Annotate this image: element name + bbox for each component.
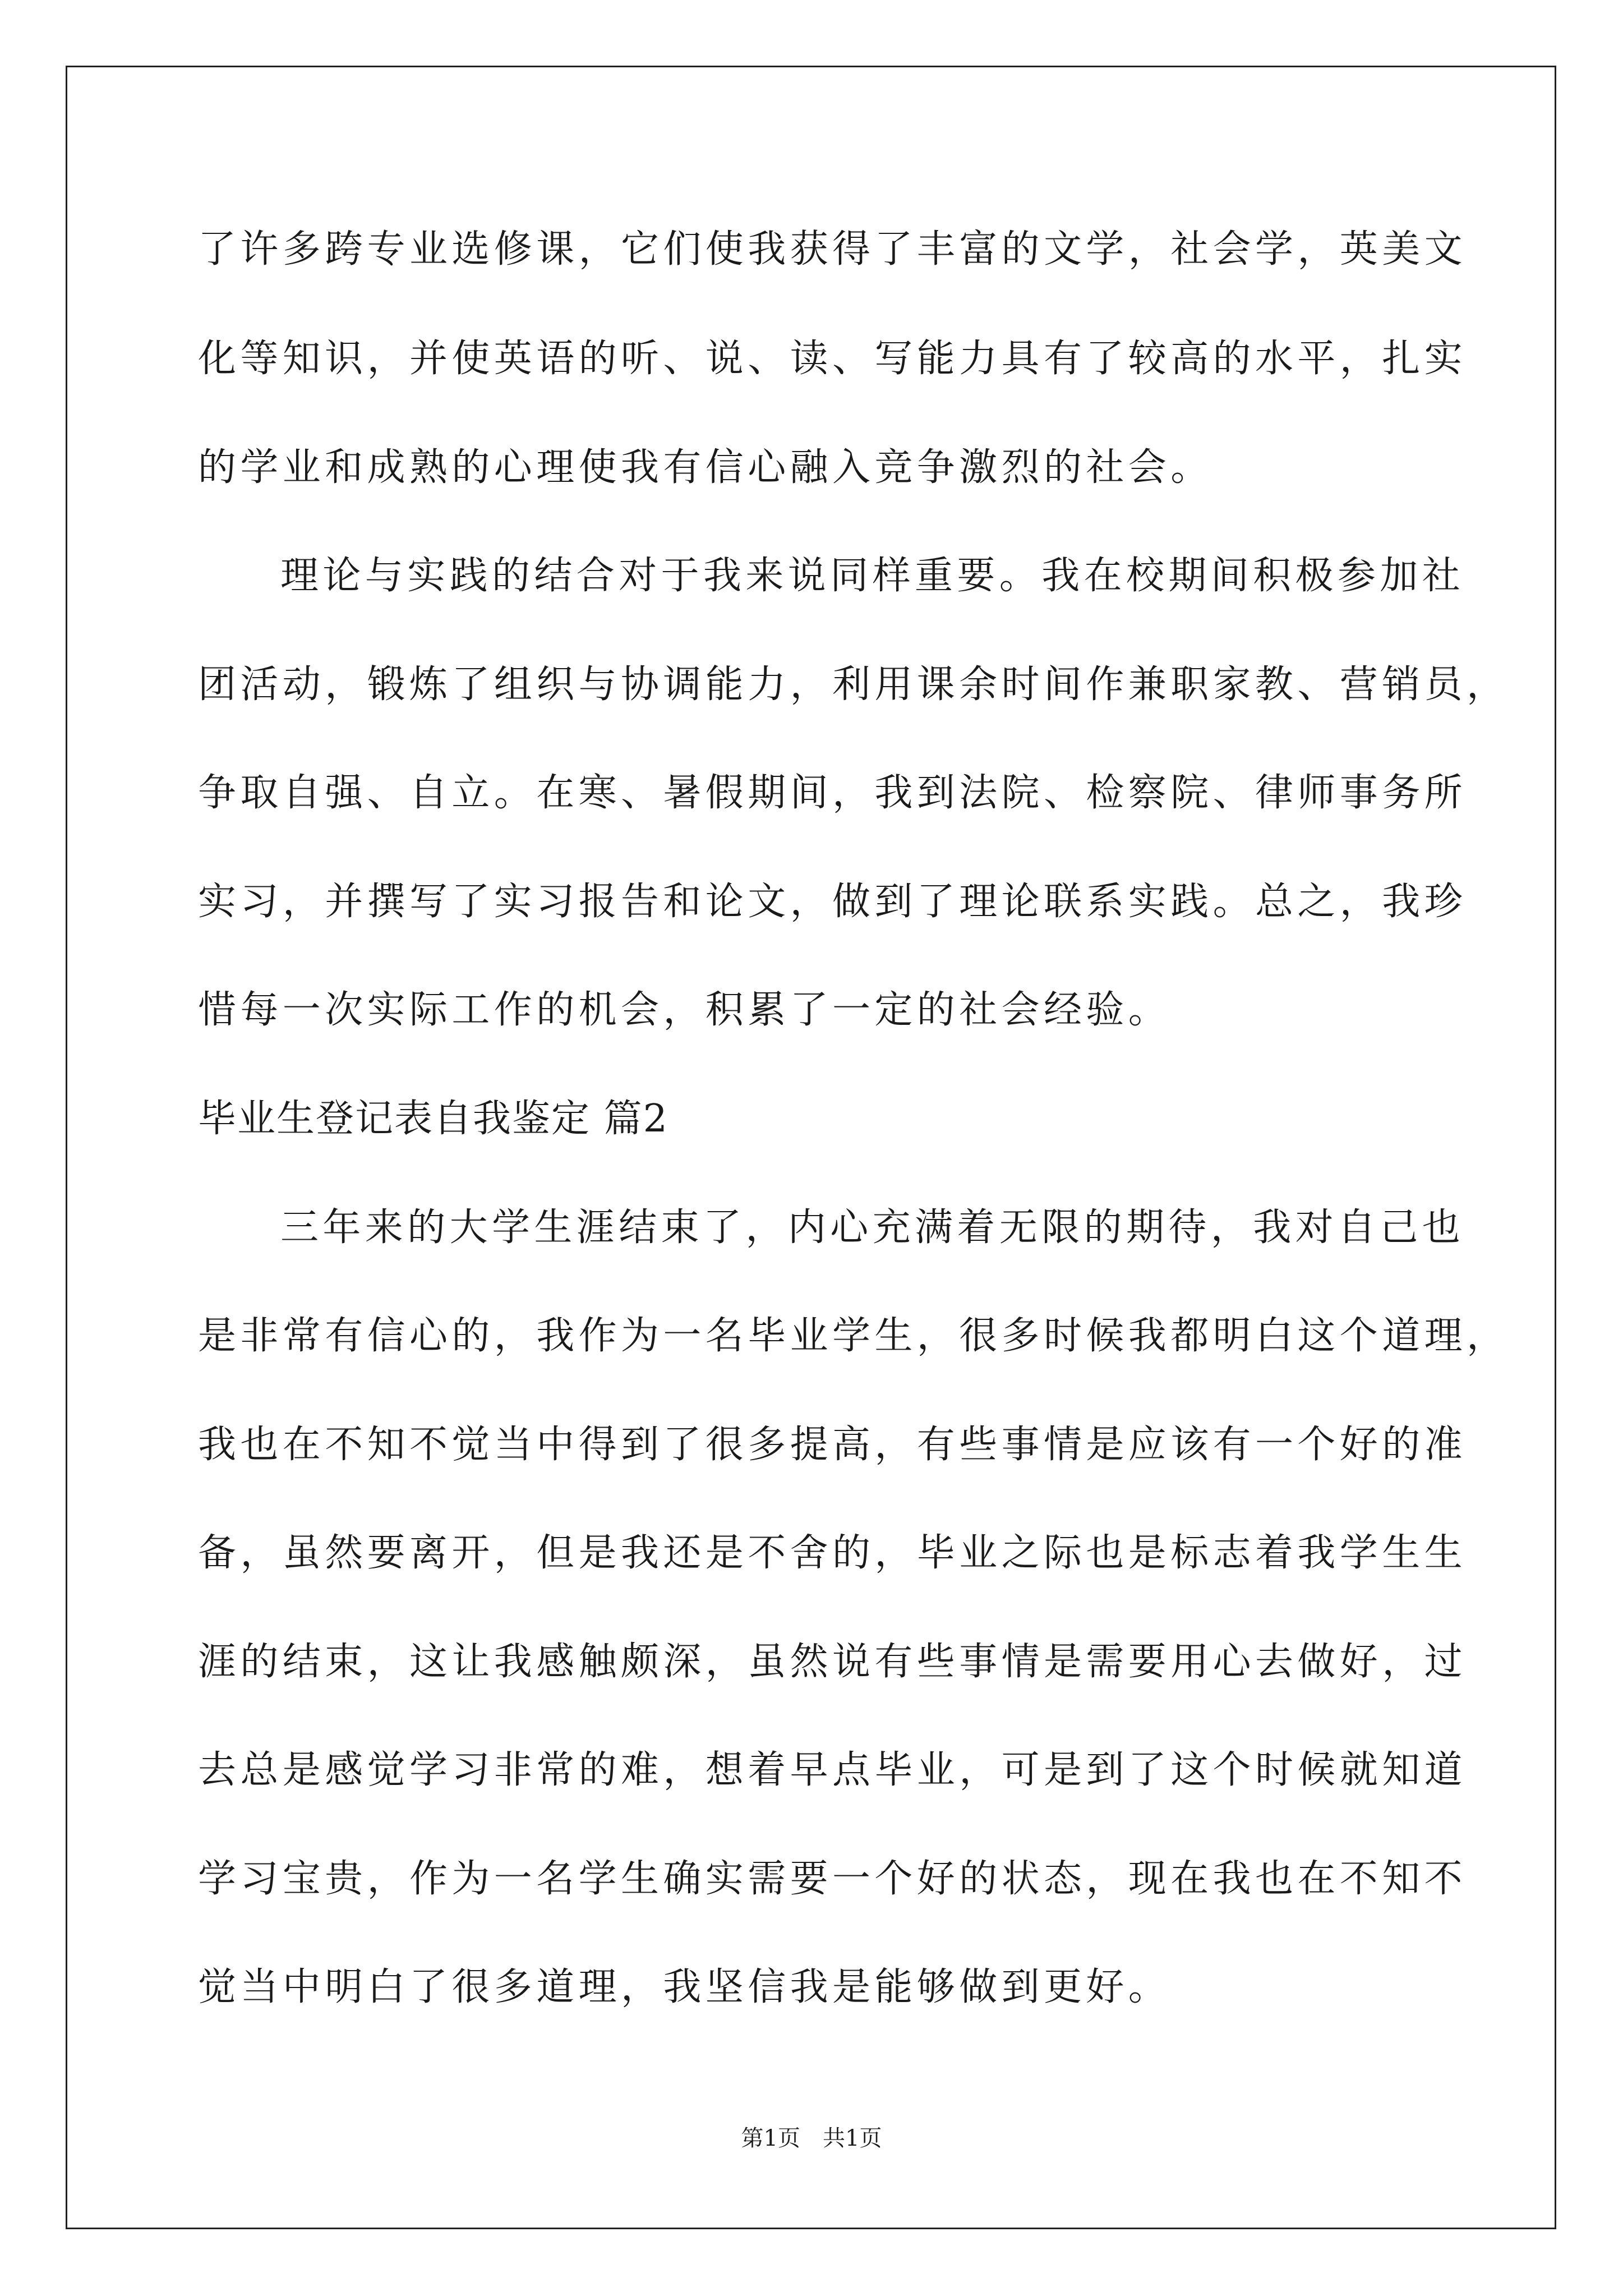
text-line: 化等知识，并使英语的听、说、读、写能力具有了较高的水平，扎实 [198, 337, 1467, 381]
text-line: 三年来的大学生涯结束了，内心充满着无限的期待，我对自己也 [280, 1205, 1465, 1250]
text-line: 备，虽然要离开，但是我还是不舍的，毕业之际也是标志着我学生生 [198, 1531, 1467, 1575]
text-line: 涯的结束，这让我感触颇深，虽然说有些事情是需要用心去做好，过 [198, 1640, 1467, 1684]
text-line: 我也在不知不觉当中得到了很多提高，有些事情是应该有一个好的准 [198, 1423, 1467, 1467]
text-line: 理论与实践的结合对于我来说同样重要。我在校期间积极参加社 [280, 554, 1465, 598]
text-line: 是非常有信心的，我作为一名毕业学生，很多时候我都明白这个道理， [198, 1314, 1509, 1358]
text-line: 学习宝贵，作为一名学生确实需要一个好的状态，现在我也在不知不 [198, 1857, 1467, 1901]
text-line: 惜每一次实际工作的机会，积累了一定的社会经验。 [198, 988, 1171, 1032]
text-line: 觉当中明白了很多道理，我坚信我是能够做到更好。 [198, 1965, 1171, 2009]
page-border [66, 66, 1556, 2229]
text-line: 的学业和成熟的心理使我有信心融入竞争激烈的社会。 [198, 445, 1213, 490]
text-line: 去总是感觉学习非常的难，想着早点毕业，可是到了这个时候就知道 [198, 1748, 1467, 1792]
page-number-footer: 第1页 共1页 [741, 2125, 882, 2151]
text-line: 实习，并撰写了实习报告和论文，做到了理论联系实践。总之，我珍 [198, 880, 1467, 924]
text-line: 团活动，锻炼了组织与协调能力，利用课余时间作兼职家教、营销员， [198, 662, 1509, 707]
text-line: 了许多跨专业选修课，它们使我获得了丰富的文学，社会学，英美文 [198, 227, 1467, 272]
section-heading: 毕业生登记表自我鉴定 篇2 [198, 1097, 668, 1141]
text-line: 争取自强、自立。在寒、暑假期间，我到法院、检察院、律师事务所 [198, 771, 1467, 815]
